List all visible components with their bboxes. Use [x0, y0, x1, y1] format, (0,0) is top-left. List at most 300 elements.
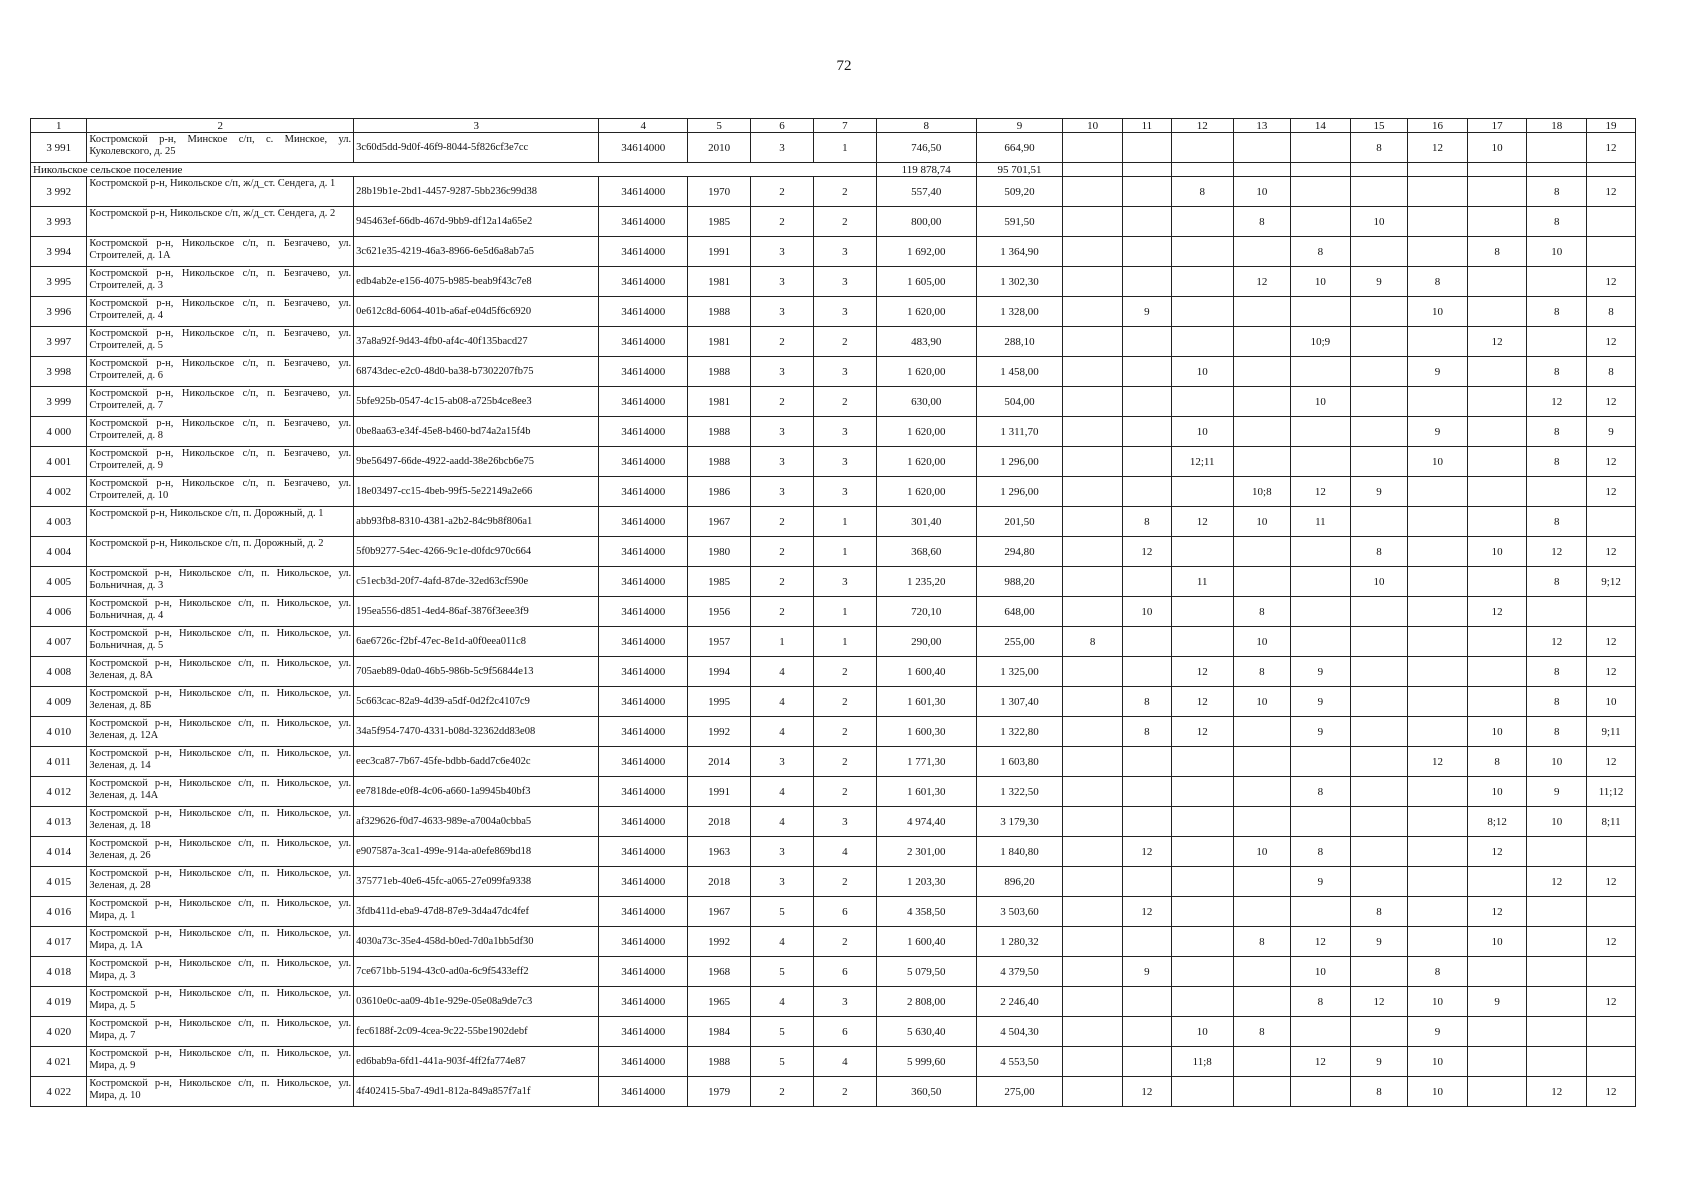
living-area-cell: 3 179,30 [976, 807, 1063, 837]
col10-cell [1063, 867, 1123, 897]
col12-cell [1171, 747, 1233, 777]
empty-cell [1408, 163, 1468, 177]
col15-cell [1350, 237, 1407, 267]
col13-cell: 8 [1233, 657, 1290, 687]
col19-cell: 9;11 [1587, 717, 1636, 747]
row-number: 4 012 [31, 777, 87, 807]
total-area-cell: 1 601,30 [876, 777, 976, 807]
floors-cell: 4 [751, 717, 814, 747]
living-area-cell: 4 553,50 [976, 1047, 1063, 1077]
col17-cell [1467, 1017, 1527, 1047]
total-area-cell: 1 605,00 [876, 267, 976, 297]
floors-cell: 4 [751, 687, 814, 717]
col18-cell [1527, 267, 1587, 297]
total-area-cell: 1 600,40 [876, 657, 976, 687]
total-area-cell: 630,00 [876, 387, 976, 417]
table-row [31, 133, 1636, 163]
col11-cell: 12 [1122, 837, 1171, 867]
column-number: 17 [1467, 119, 1527, 133]
total-area-cell: 1 620,00 [876, 297, 976, 327]
address-cell: Костромской р-н, Никольское с/п, п. Никольское, ул. Зеленая, д. 8Б [87, 687, 354, 717]
address-cell: Костромской р-н, Никольское с/п, п. Никольское, ул. Мира, д. 3 [87, 957, 354, 987]
table-row [31, 777, 1636, 807]
col17-cell [1467, 297, 1527, 327]
row-number: 4 000 [31, 417, 87, 447]
col17-cell [1467, 657, 1527, 687]
total-area-cell: 800,00 [876, 207, 976, 237]
year-cell: 1985 [688, 207, 751, 237]
table-row [31, 897, 1636, 927]
table-row [31, 537, 1636, 567]
oktmo-cell: 34614000 [599, 357, 688, 387]
col11-cell: 12 [1122, 897, 1171, 927]
col16-cell: 9 [1408, 417, 1468, 447]
col18-cell: 8 [1527, 297, 1587, 327]
living-area-cell: 1 307,40 [976, 687, 1063, 717]
oktmo-cell: 34614000 [599, 507, 688, 537]
entrances-cell: 4 [813, 837, 876, 867]
row-number: 4 003 [31, 507, 87, 537]
oktmo-cell: 34614000 [599, 867, 688, 897]
floors-cell: 2 [751, 597, 814, 627]
oktmo-cell: 34614000 [599, 417, 688, 447]
year-cell: 1984 [688, 1017, 751, 1047]
column-number-row [31, 119, 1636, 133]
col12-cell: 8 [1171, 177, 1233, 207]
floors-cell: 2 [751, 1077, 814, 1107]
table-row [31, 867, 1636, 897]
col10-cell [1063, 417, 1123, 447]
address-cell: Костромской р-н, Никольское с/п, п. Никольское, ул. Мира, д. 1 [87, 897, 354, 927]
col13-cell [1233, 417, 1290, 447]
table-row [31, 297, 1636, 327]
col14-cell: 10 [1291, 957, 1351, 987]
year-cell: 1991 [688, 237, 751, 267]
col10-cell [1063, 567, 1123, 597]
col15-cell: 9 [1350, 477, 1407, 507]
entrances-cell: 1 [813, 507, 876, 537]
col15-cell [1350, 837, 1407, 867]
year-cell: 1988 [688, 1047, 751, 1077]
col16-cell: 10 [1408, 1077, 1468, 1107]
col18-cell [1527, 957, 1587, 987]
col13-cell: 8 [1233, 597, 1290, 627]
floors-cell: 4 [751, 657, 814, 687]
entrances-cell: 6 [813, 1017, 876, 1047]
floors-cell: 3 [751, 357, 814, 387]
address-cell: Костромской р-н, Никольское с/п, п. Никольское, ул. Зеленая, д. 28 [87, 867, 354, 897]
col15-cell [1350, 327, 1407, 357]
col18-cell: 12 [1527, 387, 1587, 417]
table-row [31, 657, 1636, 687]
entrances-cell: 2 [813, 387, 876, 417]
table-row [31, 267, 1636, 297]
row-number: 4 004 [31, 537, 87, 567]
table-row [31, 507, 1636, 537]
year-cell: 1992 [688, 927, 751, 957]
col17-cell [1467, 177, 1527, 207]
col12-cell [1171, 207, 1233, 237]
guid-cell: 18e03497-cc15-4beb-99f5-5e22149a2e66 [354, 477, 599, 507]
entrances-cell: 3 [813, 357, 876, 387]
entrances-cell: 2 [813, 777, 876, 807]
table-row [31, 987, 1636, 1017]
col17-cell: 10 [1467, 777, 1527, 807]
total-area-cell: 301,40 [876, 507, 976, 537]
col19-cell: 12 [1587, 987, 1636, 1017]
col14-cell [1291, 1017, 1351, 1047]
table-row [31, 687, 1636, 717]
col10-cell [1063, 1047, 1123, 1077]
address-cell: Костромской р-н, Никольское с/п, п. Безгачево, ул. Строителей, д. 9 [87, 447, 354, 477]
oktmo-cell: 34614000 [599, 133, 688, 163]
oktmo-cell: 34614000 [599, 237, 688, 267]
total-area-cell: 1 601,30 [876, 687, 976, 717]
col16-cell [1408, 507, 1468, 537]
year-cell: 2018 [688, 807, 751, 837]
floors-cell: 3 [751, 237, 814, 267]
table-row [31, 387, 1636, 417]
col11-cell: 8 [1122, 717, 1171, 747]
oktmo-cell: 34614000 [599, 1077, 688, 1107]
col14-cell [1291, 207, 1351, 237]
entrances-cell: 2 [813, 657, 876, 687]
col19-cell: 12 [1587, 927, 1636, 957]
oktmo-cell: 34614000 [599, 567, 688, 597]
living-area-cell: 1 364,90 [976, 237, 1063, 267]
entrances-cell: 2 [813, 747, 876, 777]
living-area-cell: 988,20 [976, 567, 1063, 597]
col18-cell: 8 [1527, 657, 1587, 687]
col12-cell [1171, 477, 1233, 507]
col15-cell [1350, 657, 1407, 687]
oktmo-cell: 34614000 [599, 267, 688, 297]
col15-cell: 8 [1350, 133, 1407, 163]
address-cell: Костромской р-н, Никольское с/п, п. Безгачево, ул. Строителей, д. 8 [87, 417, 354, 447]
entrances-cell: 6 [813, 957, 876, 987]
col11-cell [1122, 387, 1171, 417]
col17-cell: 9 [1467, 987, 1527, 1017]
col19-cell [1587, 957, 1636, 987]
col15-cell: 8 [1350, 897, 1407, 927]
living-area-cell: 4 379,50 [976, 957, 1063, 987]
guid-cell: 3c60d5dd-9d0f-46f9-8044-5f826cf3e7cc [354, 133, 599, 163]
address-cell: Костромской р-н, Никольское с/п, п. Никольское, ул. Больничная, д. 5 [87, 627, 354, 657]
total-area-cell: 360,50 [876, 1077, 976, 1107]
column-number: 18 [1527, 119, 1587, 133]
col11-cell: 8 [1122, 687, 1171, 717]
col11-cell [1122, 1017, 1171, 1047]
row-number: 4 018 [31, 957, 87, 987]
address-cell: Костромской р-н, Никольское с/п, п. Никольское, ул. Мира, д. 5 [87, 987, 354, 1017]
living-area-cell: 1 325,00 [976, 657, 1063, 687]
guid-cell: 9be56497-66de-4922-aadd-38e26bcb6e75 [354, 447, 599, 477]
col14-cell: 8 [1291, 237, 1351, 267]
year-cell: 1992 [688, 717, 751, 747]
col14-cell: 12 [1291, 927, 1351, 957]
living-area-cell: 1 322,80 [976, 717, 1063, 747]
col14-cell: 11 [1291, 507, 1351, 537]
guid-cell: 945463ef-66db-467d-9bb9-df12a14a65e2 [354, 207, 599, 237]
year-cell: 1968 [688, 957, 751, 987]
row-number: 3 993 [31, 207, 87, 237]
address-cell: Костромской р-н, Никольское с/п, п. Дорожный, д. 1 [87, 507, 354, 537]
col12-cell: 12 [1171, 657, 1233, 687]
living-area-cell: 4 504,30 [976, 1017, 1063, 1047]
col10-cell [1063, 1017, 1123, 1047]
section-row [31, 163, 1636, 177]
living-area-cell: 1 458,00 [976, 357, 1063, 387]
total-area-cell: 4 974,40 [876, 807, 976, 837]
living-area-cell: 3 503,60 [976, 897, 1063, 927]
table-row [31, 807, 1636, 837]
oktmo-cell: 34614000 [599, 297, 688, 327]
guid-cell: 0be8aa63-e34f-45e8-b460-bd74a2a15f4b [354, 417, 599, 447]
floors-cell: 2 [751, 207, 814, 237]
guid-cell: 195ea556-d851-4ed4-86af-3876f3eee3f9 [354, 597, 599, 627]
col11-cell [1122, 357, 1171, 387]
col12-cell: 11;8 [1171, 1047, 1233, 1077]
col11-cell [1122, 777, 1171, 807]
column-number: 10 [1063, 119, 1123, 133]
living-area-cell: 1 296,00 [976, 477, 1063, 507]
col15-cell [1350, 297, 1407, 327]
year-cell: 1981 [688, 267, 751, 297]
col10-cell [1063, 297, 1123, 327]
living-area-cell: 664,90 [976, 133, 1063, 163]
address-cell: Костромской р-н, Никольское с/п, п. Никольское, ул. Зеленая, д. 14А [87, 777, 354, 807]
col10-cell [1063, 987, 1123, 1017]
address-cell: Костромской р-н, Никольское с/п, п. Никольское, ул. Мира, д. 9 [87, 1047, 354, 1077]
col12-cell: 12 [1171, 717, 1233, 747]
col13-cell [1233, 897, 1290, 927]
column-number: 16 [1408, 119, 1468, 133]
col14-cell: 8 [1291, 777, 1351, 807]
row-number: 3 998 [31, 357, 87, 387]
address-cell: Костромской р-н, Никольское с/п, ж/д_ст. Сендега, д. 2 [87, 207, 354, 237]
entrances-cell: 3 [813, 447, 876, 477]
total-area-cell: 1 620,00 [876, 447, 976, 477]
oktmo-cell: 34614000 [599, 957, 688, 987]
col13-cell: 10 [1233, 627, 1290, 657]
row-number: 3 991 [31, 133, 87, 163]
col17-cell [1467, 1047, 1527, 1077]
col17-cell: 10 [1467, 717, 1527, 747]
col19-cell: 8 [1587, 297, 1636, 327]
col12-cell [1171, 987, 1233, 1017]
row-number: 3 994 [31, 237, 87, 267]
year-cell: 1965 [688, 987, 751, 1017]
col19-cell [1587, 207, 1636, 237]
col16-cell [1408, 237, 1468, 267]
oktmo-cell: 34614000 [599, 627, 688, 657]
floors-cell: 3 [751, 133, 814, 163]
col18-cell [1527, 1017, 1587, 1047]
address-cell: Костромской р-н, Никольское с/п, п. Безгачево, ул. Строителей, д. 6 [87, 357, 354, 387]
total-area-cell: 1 203,30 [876, 867, 976, 897]
col17-cell [1467, 357, 1527, 387]
entrances-cell: 3 [813, 237, 876, 267]
total-area-cell: 290,00 [876, 627, 976, 657]
floors-cell: 3 [751, 867, 814, 897]
col17-cell: 10 [1467, 927, 1527, 957]
col14-cell [1291, 1077, 1351, 1107]
col14-cell [1291, 417, 1351, 447]
col15-cell [1350, 177, 1407, 207]
floors-cell: 5 [751, 957, 814, 987]
col14-cell [1291, 807, 1351, 837]
col15-cell [1350, 687, 1407, 717]
col17-cell [1467, 867, 1527, 897]
col11-cell: 12 [1122, 1077, 1171, 1107]
col15-cell [1350, 387, 1407, 417]
col13-cell [1233, 777, 1290, 807]
col13-cell [1233, 133, 1290, 163]
entrances-cell: 2 [813, 207, 876, 237]
guid-cell: fec6188f-2c09-4cea-9c22-55be1902debf [354, 1017, 599, 1047]
address-cell: Костромской р-н, Никольское с/п, п. Никольское, ул. Мира, д. 1А [87, 927, 354, 957]
col14-cell [1291, 747, 1351, 777]
year-cell: 1991 [688, 777, 751, 807]
total-area-cell: 1 620,00 [876, 477, 976, 507]
col13-cell [1233, 1077, 1290, 1107]
col10-cell [1063, 807, 1123, 837]
section-total-area: 119 878,74 [876, 163, 976, 177]
guid-cell: 0e612c8d-6064-401b-a6af-e04d5f6c6920 [354, 297, 599, 327]
guid-cell: 6ae6726c-f2bf-47ec-8e1d-a0f0eea011c8 [354, 627, 599, 657]
col12-cell [1171, 133, 1233, 163]
total-area-cell: 5 999,60 [876, 1047, 976, 1077]
col15-cell [1350, 957, 1407, 987]
living-area-cell: 275,00 [976, 1077, 1063, 1107]
total-area-cell: 1 620,00 [876, 417, 976, 447]
entrances-cell: 2 [813, 1077, 876, 1107]
col17-cell [1467, 267, 1527, 297]
col18-cell: 10 [1527, 807, 1587, 837]
col12-cell [1171, 957, 1233, 987]
col13-cell: 8 [1233, 207, 1290, 237]
entrances-cell: 2 [813, 327, 876, 357]
col17-cell: 10 [1467, 133, 1527, 163]
col17-cell [1467, 507, 1527, 537]
col13-cell: 10;8 [1233, 477, 1290, 507]
year-cell: 1981 [688, 327, 751, 357]
total-area-cell: 746,50 [876, 133, 976, 163]
col13-cell [1233, 1047, 1290, 1077]
year-cell: 1981 [688, 387, 751, 417]
col14-cell [1291, 597, 1351, 627]
col18-cell: 8 [1527, 567, 1587, 597]
col18-cell [1527, 597, 1587, 627]
year-cell: 1994 [688, 657, 751, 687]
total-area-cell: 1 692,00 [876, 237, 976, 267]
floors-cell: 2 [751, 177, 814, 207]
col19-cell: 12 [1587, 477, 1636, 507]
total-area-cell: 720,10 [876, 597, 976, 627]
row-number: 3 999 [31, 387, 87, 417]
col10-cell [1063, 537, 1123, 567]
col14-cell [1291, 567, 1351, 597]
oktmo-cell: 34614000 [599, 1017, 688, 1047]
total-area-cell: 368,60 [876, 537, 976, 567]
address-cell: Костромской р-н, Никольское с/п, п. Безгачево, ул. Строителей, д. 5 [87, 327, 354, 357]
col19-cell: 12 [1587, 627, 1636, 657]
guid-cell: 4030a73c-35e4-458d-b0ed-7d0a1bb5df30 [354, 927, 599, 957]
col13-cell: 8 [1233, 1017, 1290, 1047]
empty-cell [1587, 163, 1636, 177]
row-number: 3 995 [31, 267, 87, 297]
col15-cell [1350, 627, 1407, 657]
col18-cell: 8 [1527, 177, 1587, 207]
address-cell: Костромской р-н, Никольское с/п, п. Никольское, ул. Зеленая, д. 26 [87, 837, 354, 867]
guid-cell: 5f0b9277-54ec-4266-9c1e-d0fdc970c664 [354, 537, 599, 567]
col14-cell [1291, 537, 1351, 567]
year-cell: 1970 [688, 177, 751, 207]
col19-cell: 12 [1587, 327, 1636, 357]
oktmo-cell: 34614000 [599, 807, 688, 837]
living-area-cell: 1 840,80 [976, 837, 1063, 867]
col13-cell [1233, 327, 1290, 357]
entrances-cell: 3 [813, 567, 876, 597]
living-area-cell: 294,80 [976, 537, 1063, 567]
entrances-cell: 1 [813, 133, 876, 163]
col17-cell: 8 [1467, 237, 1527, 267]
row-number: 4 019 [31, 987, 87, 1017]
row-number: 4 002 [31, 477, 87, 507]
col10-cell [1063, 747, 1123, 777]
row-number: 4 006 [31, 597, 87, 627]
address-cell: Костромской р-н, Никольское с/п, п. Безгачево, ул. Строителей, д. 10 [87, 477, 354, 507]
col11-cell [1122, 1047, 1171, 1077]
col15-cell: 12 [1350, 987, 1407, 1017]
col16-cell [1408, 687, 1468, 717]
year-cell: 1967 [688, 897, 751, 927]
entrances-cell: 2 [813, 927, 876, 957]
guid-cell: 5bfe925b-0547-4c15-ab08-a725b4ce8ee3 [354, 387, 599, 417]
floors-cell: 3 [751, 477, 814, 507]
year-cell: 1956 [688, 597, 751, 627]
col10-cell [1063, 717, 1123, 747]
col12-cell [1171, 297, 1233, 327]
row-number: 4 014 [31, 837, 87, 867]
col12-cell: 10 [1171, 357, 1233, 387]
col16-cell [1408, 897, 1468, 927]
col18-cell [1527, 133, 1587, 163]
living-area-cell: 509,20 [976, 177, 1063, 207]
page-number: 72 [836, 58, 852, 74]
col14-cell [1291, 297, 1351, 327]
col19-cell [1587, 1047, 1636, 1077]
col14-cell: 12 [1291, 477, 1351, 507]
guid-cell: 34a5f954-7470-4331-b08d-32362dd83e08 [354, 717, 599, 747]
entrances-cell: 3 [813, 417, 876, 447]
guid-cell: ee7818de-e0f8-4c06-a660-1a9945b40bf3 [354, 777, 599, 807]
col11-cell [1122, 657, 1171, 687]
total-area-cell: 1 600,30 [876, 717, 976, 747]
floors-cell: 5 [751, 897, 814, 927]
row-number: 4 021 [31, 1047, 87, 1077]
col18-cell: 8 [1527, 717, 1587, 747]
col18-cell [1527, 837, 1587, 867]
col13-cell: 10 [1233, 177, 1290, 207]
row-number: 4 008 [31, 657, 87, 687]
col15-cell [1350, 357, 1407, 387]
col11-cell [1122, 133, 1171, 163]
oktmo-cell: 34614000 [599, 537, 688, 567]
oktmo-cell: 34614000 [599, 777, 688, 807]
oktmo-cell: 34614000 [599, 327, 688, 357]
year-cell: 1988 [688, 297, 751, 327]
